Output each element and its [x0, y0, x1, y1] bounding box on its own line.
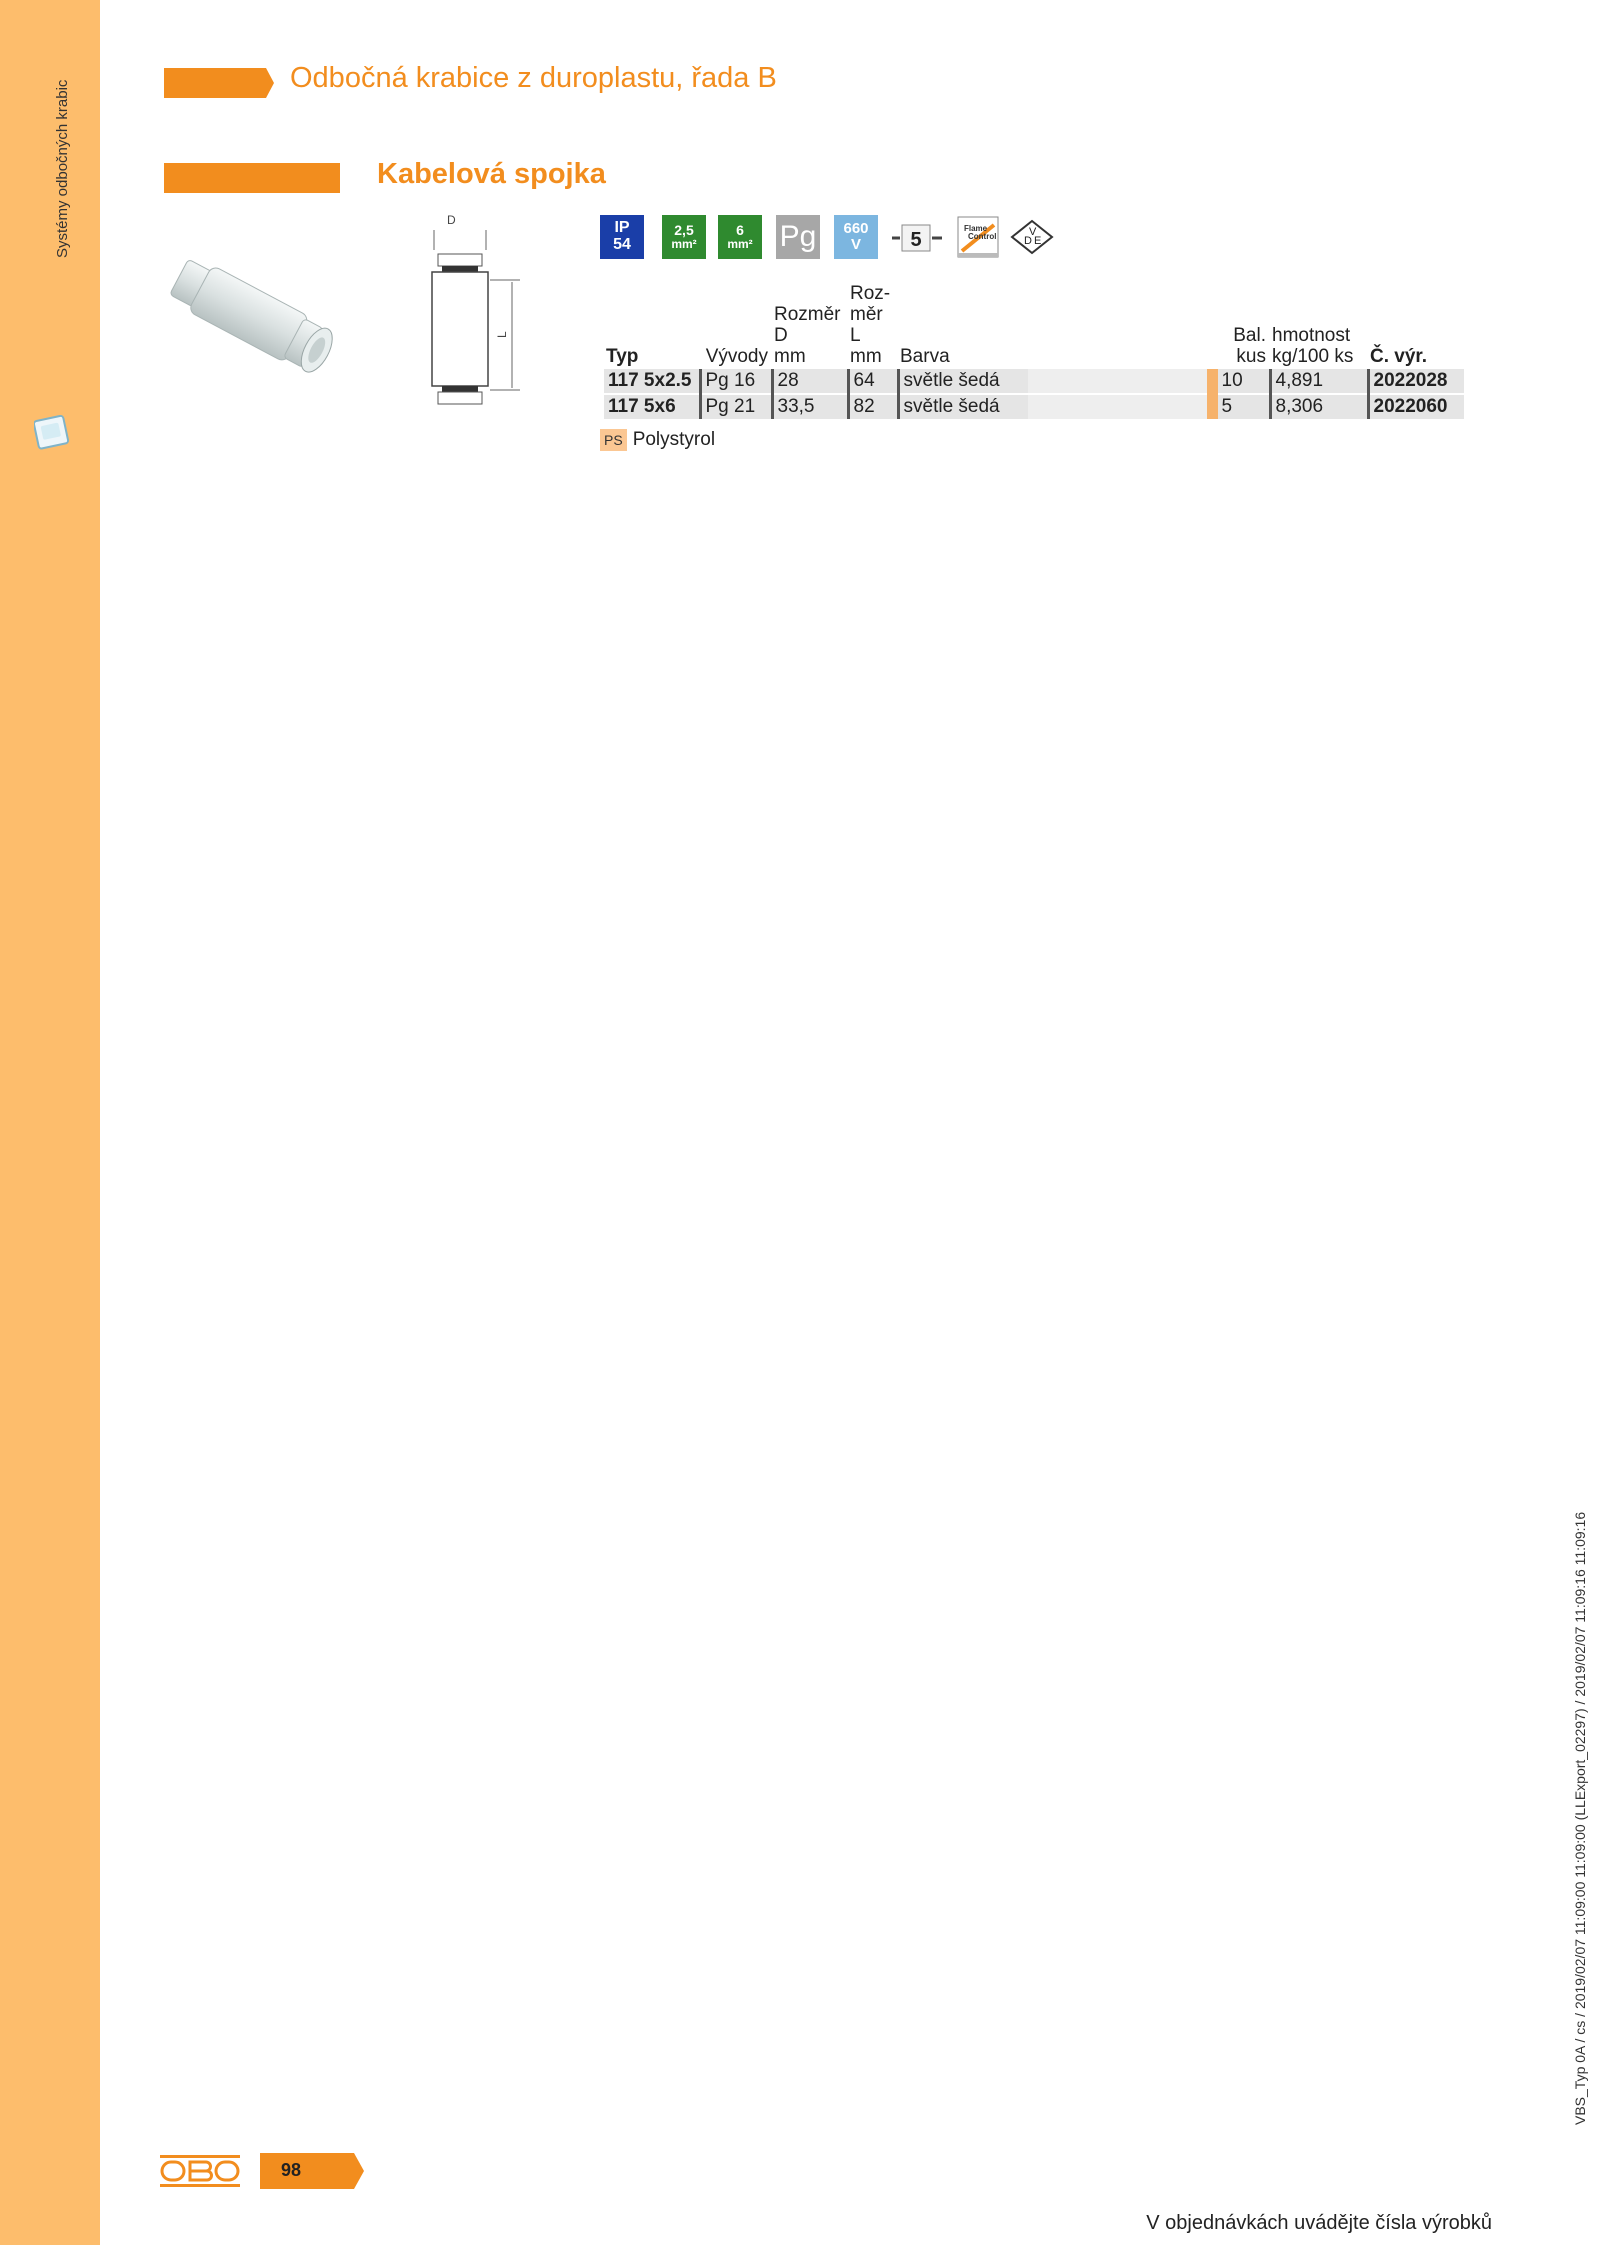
svg-text:V: V — [1029, 226, 1037, 238]
footer-note: V objednávkách uvádějte čísla výrobků — [1146, 2212, 1492, 2234]
cell-spacer — [1028, 394, 1212, 419]
header-accent-bar — [164, 68, 274, 98]
pg-thread-badge: Pg — [776, 215, 820, 259]
svg-text:Control: Control — [968, 232, 997, 241]
cell-bal: 5 — [1212, 394, 1270, 419]
page-number: 98 — [281, 2160, 302, 2180]
ip-rating-badge: IP 54 — [600, 215, 644, 259]
product-photo — [160, 245, 350, 385]
cell-vyvody: Pg 21 — [700, 394, 772, 419]
cell-spacer — [1028, 369, 1212, 394]
cell-barva: světle šedá — [898, 369, 1028, 394]
svg-text:5: 5 — [910, 229, 922, 251]
cell-l: 64 — [848, 369, 898, 394]
material-name: Polystyrol — [632, 429, 716, 450]
drawing-label-l: L — [495, 331, 509, 338]
junction-box-icon — [34, 412, 74, 452]
header-spacer — [1028, 283, 1212, 369]
table-header-row — [604, 283, 1464, 369]
voltage-badge: 660 V — [834, 215, 878, 259]
cell-cislo: 2022028 — [1368, 369, 1464, 394]
table-row — [604, 369, 1464, 394]
material-code-badge: PS — [600, 429, 627, 451]
header-rozmer-l: Roz- měr L mm — [850, 283, 891, 367]
cross-section-badge-6: 6 mm² — [718, 215, 762, 259]
cell-barva: světle šedá — [898, 394, 1028, 419]
cell-d: 33,5 — [772, 394, 848, 419]
header-barva: Barva — [900, 346, 950, 367]
cell-hmotnost: 4,891 — [1270, 369, 1368, 394]
page-title: Odbočná krabice z duroplastu, řada B — [290, 62, 777, 94]
section-title: Kabelová spojka — [377, 158, 606, 190]
sidebar-category-label: Systémy odbočných krabic — [54, 79, 71, 258]
export-metadata: VBS_Typ 0A / cs / 2019/02/07 11:09:00 11:09:00 (LLExport_02297) / 2019/02/07 11:09:16 11:09:16 — [1572, 1511, 1588, 2125]
cell-typ: 117 5x6 — [604, 394, 700, 419]
cell-cislo: 2022060 — [1368, 394, 1464, 419]
cell-hmotnost: 8,306 — [1270, 394, 1368, 419]
header-bal: Bal. kus — [1233, 325, 1266, 367]
svg-text:D: D — [1024, 235, 1032, 247]
product-spec-table — [604, 283, 1464, 419]
flame-control-icon — [956, 215, 1002, 261]
table-row — [604, 394, 1464, 419]
page-number-tab — [260, 2153, 364, 2189]
temperature-class-icon — [892, 223, 944, 253]
material-note — [600, 429, 715, 451]
cell-d: 28 — [772, 369, 848, 394]
svg-text:E: E — [1034, 235, 1042, 247]
drawing-label-d: D — [447, 213, 456, 227]
header-vyvody: Vývody — [705, 346, 768, 367]
cross-section-badge-2-5: 2,5 mm² — [662, 215, 706, 259]
vde-mark-icon — [1010, 219, 1054, 255]
cell-l: 82 — [848, 394, 898, 419]
svg-text:Flame: Flame — [964, 224, 988, 233]
cell-bal: 10 — [1212, 369, 1270, 394]
cell-typ: 117 5x2.5 — [604, 369, 700, 394]
section-accent-bar — [164, 163, 340, 193]
technical-drawing — [420, 210, 540, 430]
header-rozmer-d: Rozměr D mm — [774, 304, 841, 367]
header-hmotnost: hmotnost kg/100 ks — [1272, 325, 1354, 367]
cell-vyvody: Pg 16 — [700, 369, 772, 394]
header-cislo: Č. výr. — [1370, 346, 1428, 367]
obo-logo — [160, 2155, 240, 2187]
left-color-strip — [0, 0, 100, 2245]
header-typ: Typ — [606, 346, 639, 367]
